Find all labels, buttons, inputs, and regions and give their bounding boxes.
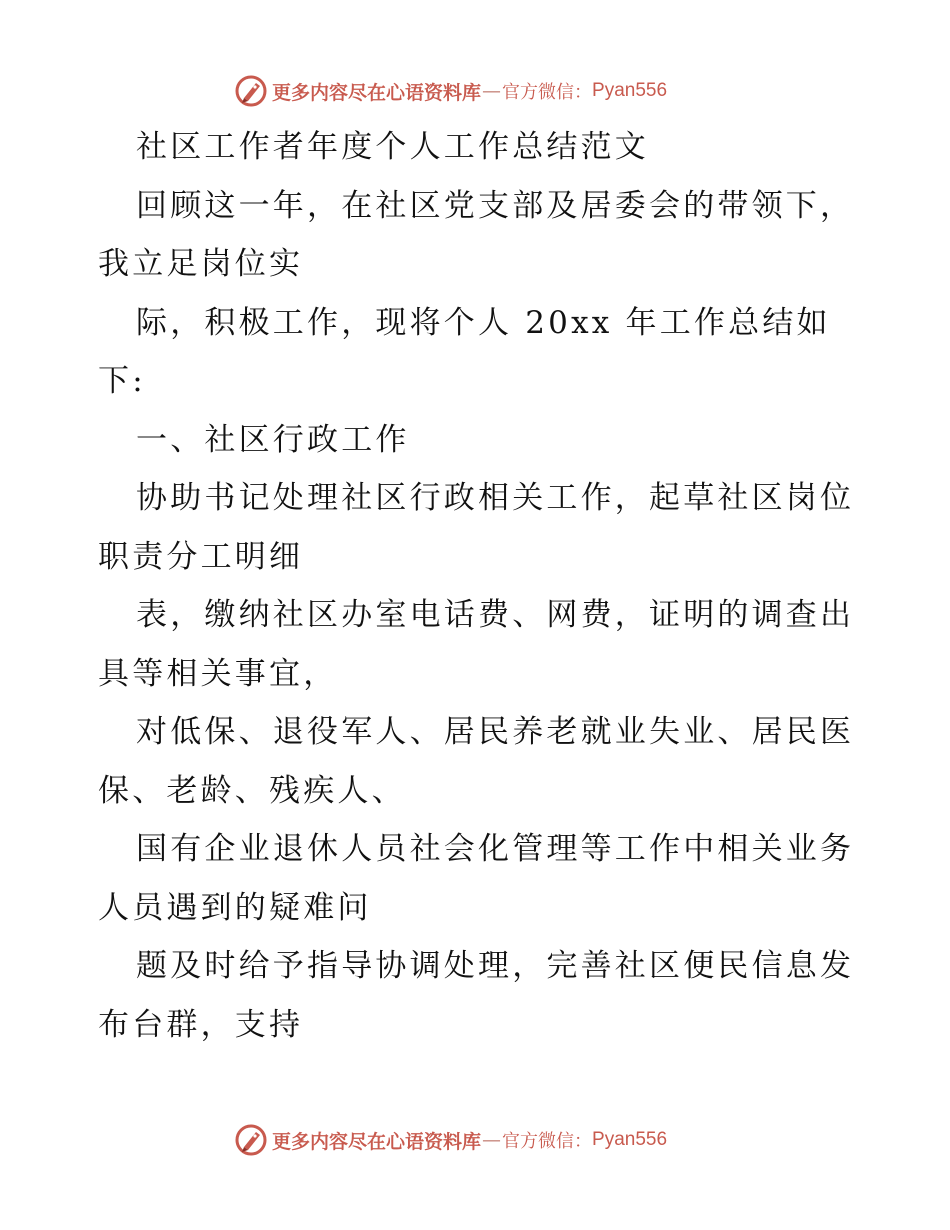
banner-wechat-label: 官方微信： <box>502 1131 593 1152</box>
paragraph-line: 下: <box>98 363 146 399</box>
document-title: 社区工作者年度个人工作总结范文 <box>136 129 649 165</box>
paragraph-line: 具等相关事宜， <box>98 655 338 692</box>
paragraph-line: 协助书记处理社区行政相关工作，起草社区岗位 <box>136 480 855 516</box>
paragraph-line: 职责分工明细 <box>98 538 304 575</box>
banner-wechat-label: 官方微信： <box>502 82 593 103</box>
footer-banner <box>234 1120 754 1160</box>
paragraph-line: 回顾这一年，在社区党支部及居委会的带领下， <box>136 187 855 224</box>
banner-title: 更多内容尽在心语资料库 <box>272 81 482 104</box>
paragraph-line: 表，缴纳社区办室电话费、网费，证明的调查出 <box>136 597 855 633</box>
banner-wechat-id: Pyan556 <box>592 1129 668 1150</box>
paragraph-line: 国有企业退休人员社会化管理等工作中相关业务 <box>136 831 855 867</box>
banner-wechat-id: Pyan556 <box>592 80 668 101</box>
paragraph-line: 际，积极工作，现将个人 20xx 年工作总结如 <box>136 304 831 341</box>
paragraph-line: 对低保、退役军人、居民养老就业失业、居民医 <box>136 714 855 750</box>
paragraph-line: 人员遇到的疑难问 <box>98 889 372 926</box>
header-banner <box>234 71 754 111</box>
paragraph-line: 我立足岗位实 <box>98 246 304 282</box>
paragraph-line: 保、老龄、残疾人、 <box>98 772 406 809</box>
document-body <box>98 118 858 1054</box>
paragraph-line: 布台群，支持 <box>98 1006 304 1043</box>
banner-title: 更多内容尽在心语资料库 <box>272 1130 482 1153</box>
banner-separator: — <box>482 1129 502 1151</box>
banner-separator: — <box>482 80 502 102</box>
section-heading: 一、社区行政工作 <box>136 421 410 458</box>
pen-logo-icon <box>234 74 268 108</box>
pen-logo-icon <box>234 1123 268 1157</box>
paragraph-line: 题及时给予指导协调处理，完善社区便民信息发 <box>136 948 855 984</box>
